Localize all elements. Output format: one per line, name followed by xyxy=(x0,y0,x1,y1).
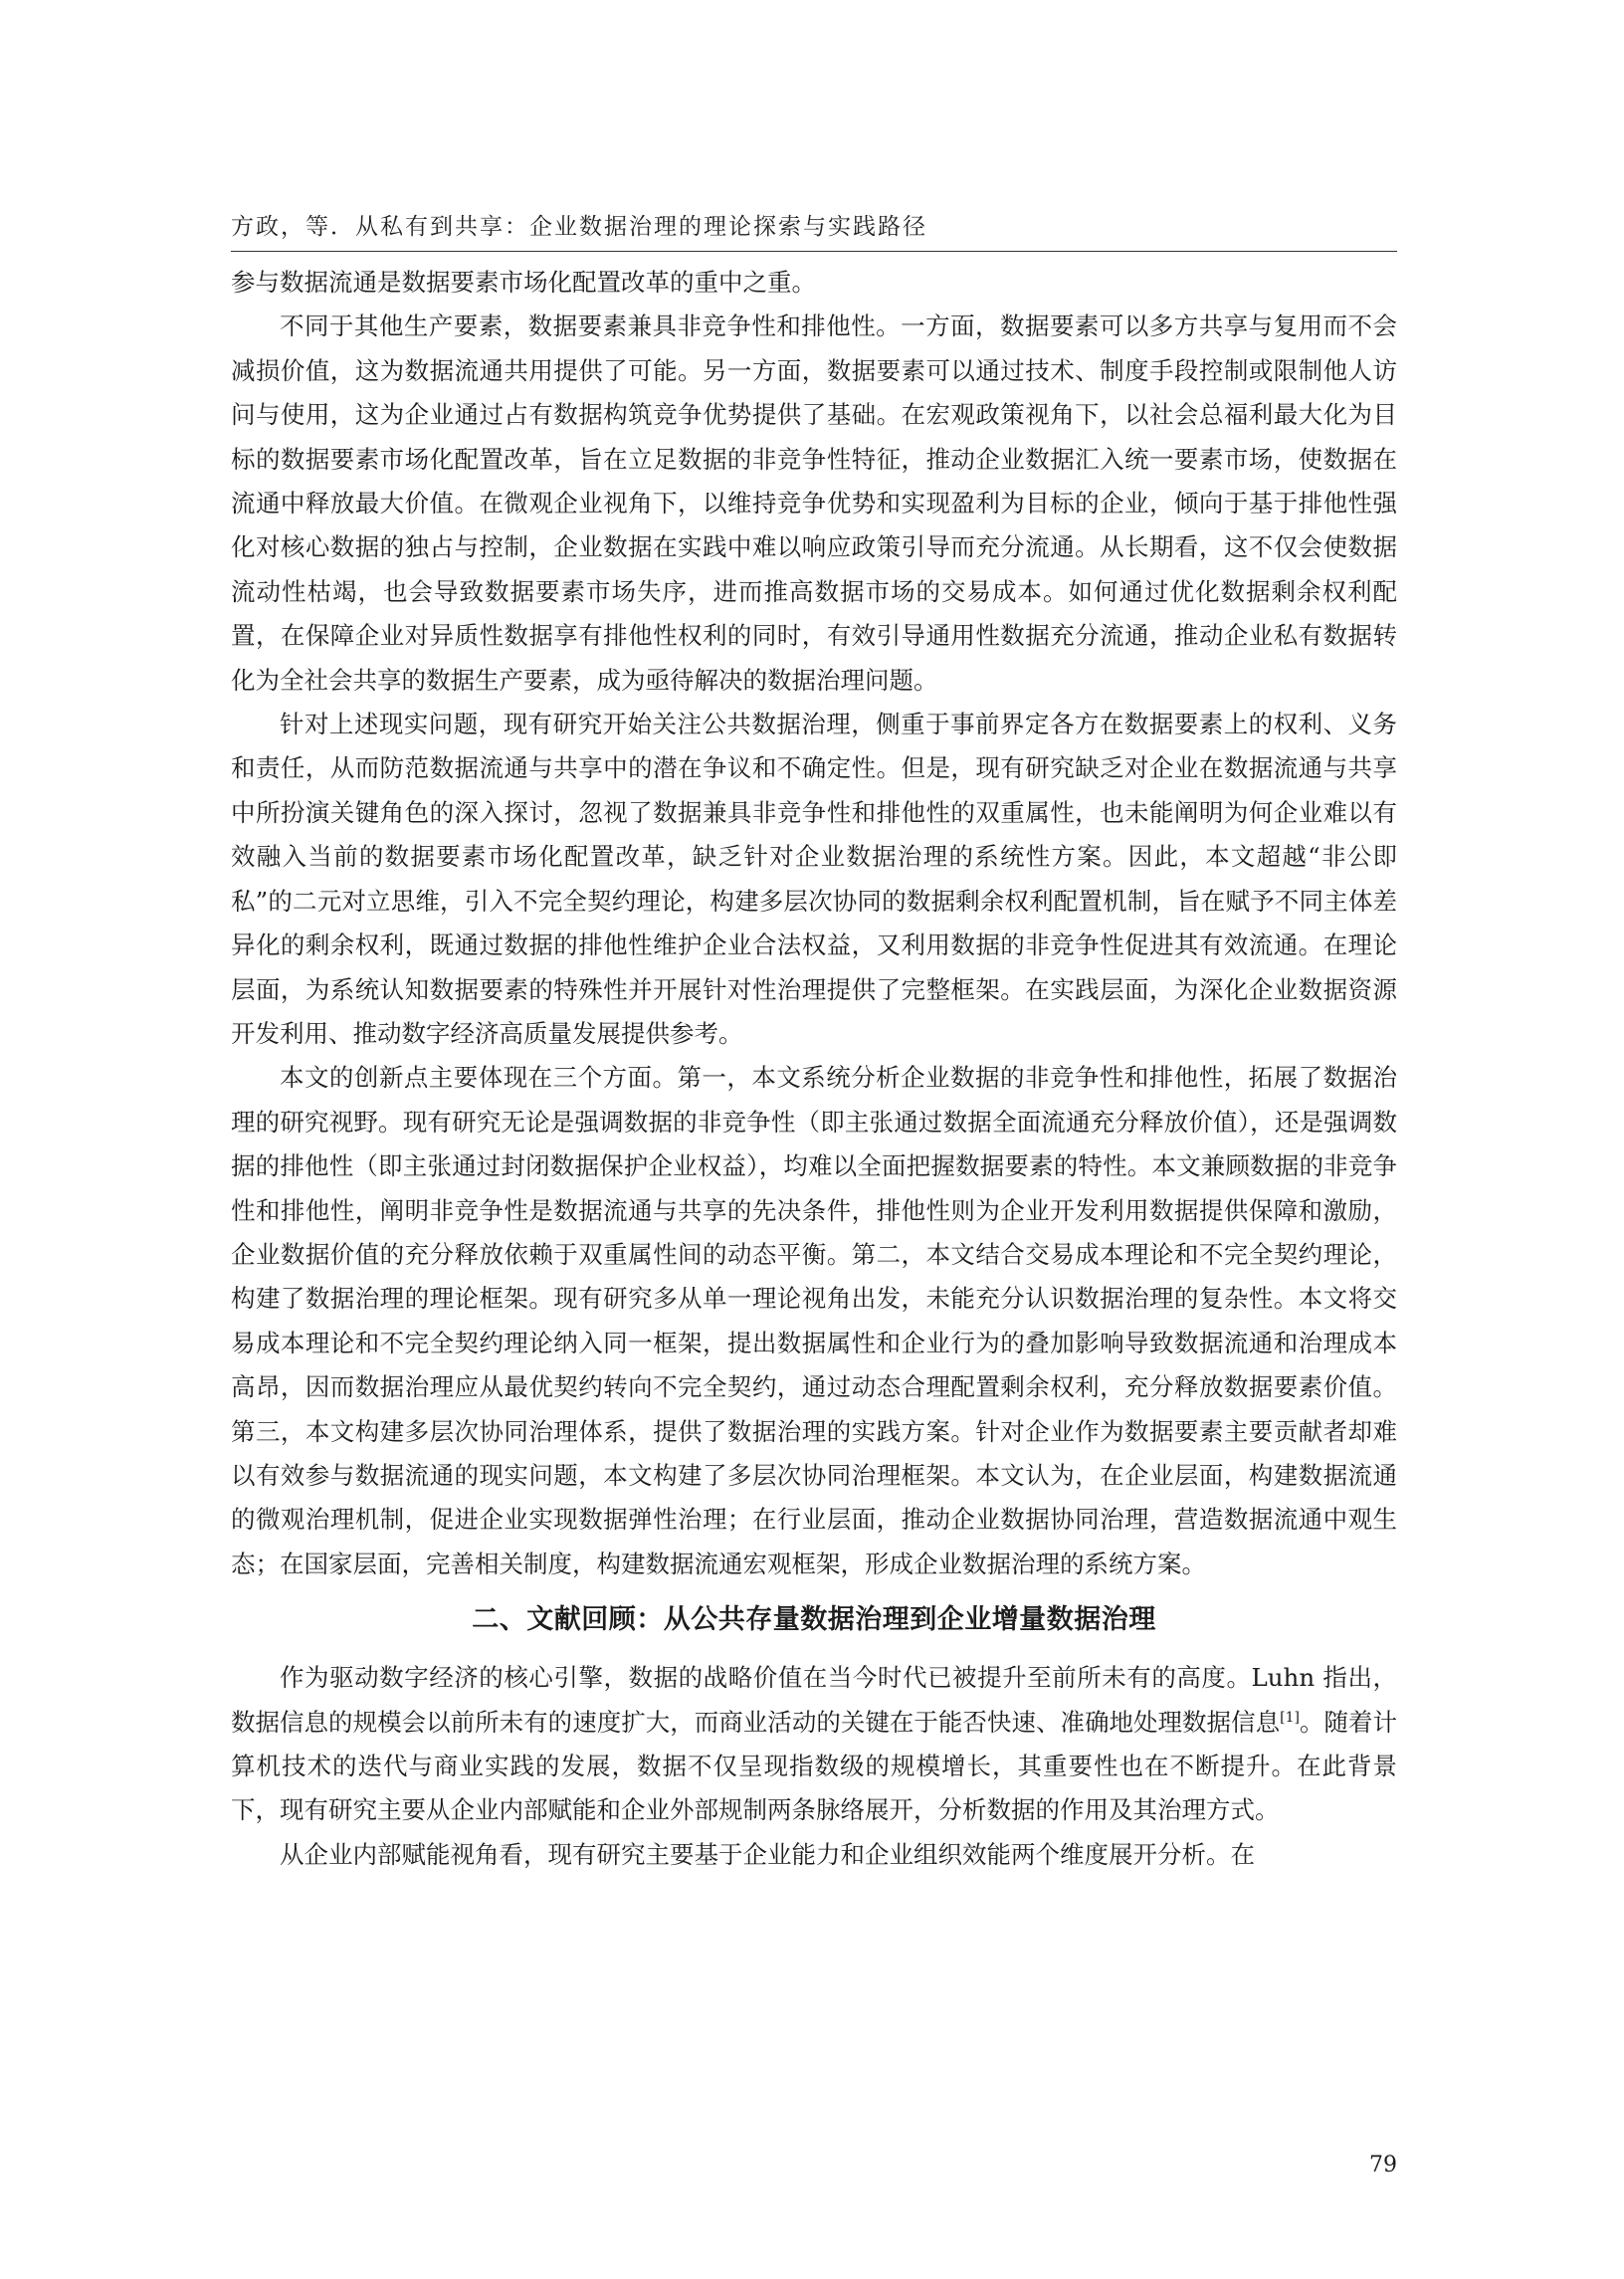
paragraph-innovations: 本文的创新点主要体现在三个方面。第一，本文系统分析企业数据的非竞争性和排他性，拓展了数据治理的研究视野。现有研究无论是强调数据的非竞争性（即主张通过数据全面流通充分释放价值），还是强调数据的排他性（即主张通过封闭数据保护企业权益），均难以全面把握数据要素的特性。本文兼顾数据的非竞争性和排他性，阐明非竞争性是数据流通与共享的先决条件，排他性则为企业开发利用数据提供保障和激励，企业数据价值的充分释放依赖于双重属性间的动态平衡。第二，本文结合交易成本理论和不完全契约理论，构建了数据治理的理论框架。现有研究多从单一理论视角出发，未能充分认识数据治理的复杂性。本文将交易成本理论和不完全契约理论纳入同一框架，提出数据属性和企业行为的叠加影响导致数据流通和治理成本高昂，因而数据治理应从最优契约转向不完全契约，通过动态合理配置剩余权利，充分释放数据要素价值。第三，本文构建多层次协同治理体系，提供了数据治理的实践方案。针对企业作为数据要素主要贡献者却难以有效参与数据流通的现实问题，本文构建了多层次协同治理框架。本文认为，在企业层面，构建数据流通的微观治理机制，促进企业实现数据弹性治理；在行业层面，推动企业数据协同治理，营造数据流通中观生态；在国家层面，完善相关制度，构建数据流通宏观框架，形成企业数据治理的系统方案。 xyxy=(231,1063,1397,1578)
paragraph-continuation: 参与数据流通是数据要素市场化配置改革的重中之重。 xyxy=(231,268,816,297)
paragraph-data-attributes: 不同于其他生产要素，数据要素兼具非竞争性和排他性。一方面，数据要素可以多方共享与复用而不会减损价值，这为数据流通共用提供了可能。另一方面，数据要素可以通过技术、制度手段控制或限制他人访问与使用，这为企业通过占有数据构筑竞争优势提供了基础。在宏观政策视角下，以社会总福利最大化为目标的数据要素市场化配置改革，旨在立足数据的非竞争性特征，推动企业数据汇入统一要素市场，使数据在流通中释放最大价值。在微观企业视角下，以维持竞争优势和实现盈利为目标的企业，倾向于基于排他性强化对核心数据的独占与控制，企业数据在实践中难以响应政策引导而充分流通。从长期看，这不仅会使数据流动性枯竭，也会导致数据要素市场失序，进而推高数据市场的交易成本。如何通过优化数据剩余权利配置，在保障企业对异质性数据享有排他性权利的同时，有效引导通用性数据充分流通，推动企业私有数据转化为全社会共享的数据生产要素，成为亟待解决的数据治理问题。 xyxy=(231,311,1397,695)
paragraph-internal-empowerment: 从企业内部赋能视角看，现有研究主要基于企业能力和企业组织效能两个维度展开分析。在 xyxy=(280,1839,1255,1869)
citation-marker[interactable]: [1] xyxy=(1280,1709,1300,1726)
paragraph-literature-text-2: 。随着计算机技术的迭代与商业实践的发展，数据不仅呈现指数级的规模增长，其重要性也在不断提升。在此背景下，现有研究主要从企业内部赋能和企业外部规制两条脉络展开，分析数据的作用及其治理方式。 xyxy=(231,1707,1398,1825)
section-heading: 二、文献回顾：从公共存量数据治理到企业增量数据治理 xyxy=(472,1604,1156,1636)
paragraph-literature-intro xyxy=(231,1656,1397,1833)
page-number: 79 xyxy=(1369,2153,1397,2177)
article-body xyxy=(231,261,1397,1877)
paragraph-literature-text-1: 作为驱动数字经济的核心引擎，数据的战略价值在当今时代已被提升至前所未有的高度。Luhn 指出，数据信息的规模会以前所未有的速度扩大，而商业活动的关键在于能否快速、准确地处理数据信息 xyxy=(231,1663,1397,1737)
running-header: 方政，等．从私有到共享：企业数据治理的理论探索与实践路径 xyxy=(231,214,927,240)
paragraph-research-gap: 针对上述现实问题，现有研究开始关注公共数据治理，侧重于事前界定各方在数据要素上的权利、义务和责任，从而防范数据流通与共享中的潜在争议和不确定性。但是，现有研究缺乏对企业在数据流通与共享中所扮演关键角色的深入探讨，忽视了数据兼具非竞争性和排他性的双重属性，也未能阐明为何企业难以有效融入当前的数据要素市场化配置改革，缺乏针对企业数据治理的系统性方案。因此，本文超越“非公即私”的二元对立思维，引入不完全契约理论，构建多层次协同的数据剩余权利配置机制，旨在赋予不同主体差异化的剩余权利，既通过数据的排他性维护企业合法权益，又利用数据的非竞争性促进其有效流通。在理论层面，为系统认知数据要素的特殊性并开展针对性治理提供了完整框架。在实践层面，为深化企业数据资源开发利用、推动数字经济高质量发展提供参考。 xyxy=(231,710,1397,1048)
header-rule xyxy=(231,251,1397,252)
